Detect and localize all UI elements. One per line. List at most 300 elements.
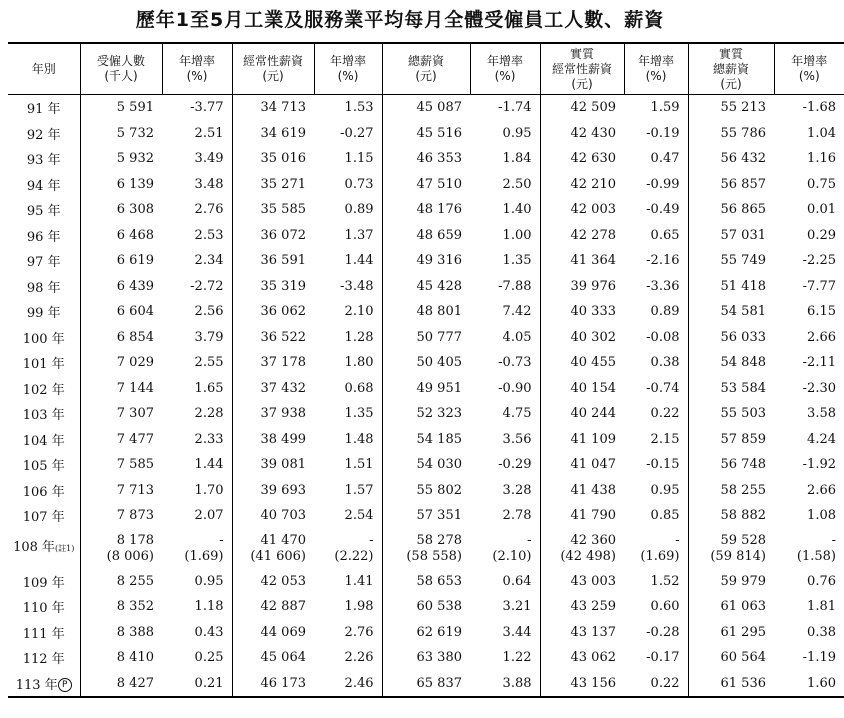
table-cell: 49 316 bbox=[382, 248, 470, 274]
year-cell bbox=[8, 620, 80, 646]
table-cell: 0.75 bbox=[807, 176, 836, 192]
table-cell: 6 604 bbox=[80, 299, 162, 325]
table-cell: 55 749 bbox=[688, 248, 774, 274]
table-cell: 7 873 bbox=[80, 503, 162, 529]
table-cell: 3.79 bbox=[194, 329, 224, 345]
table-cell: -0.74 bbox=[646, 380, 680, 396]
cell-value: 42 360 bbox=[570, 532, 616, 548]
year-cell bbox=[8, 146, 80, 172]
table-cell: 0.89 bbox=[650, 304, 680, 320]
table-row bbox=[8, 376, 844, 402]
table-cell: 3.88 bbox=[470, 671, 540, 698]
table-cell: 50 777 bbox=[382, 325, 470, 351]
table-cell: 8 255 bbox=[80, 569, 162, 595]
table-cell: 3.21 bbox=[502, 599, 532, 615]
table-cell: 54 848 bbox=[688, 350, 774, 376]
table-cell bbox=[470, 529, 540, 569]
year-cell bbox=[8, 95, 80, 121]
table-cell: -7.77 bbox=[802, 278, 836, 294]
table-cell: 7.42 bbox=[502, 304, 532, 320]
table-cell: 46 173 bbox=[232, 671, 314, 698]
preliminary-mark: P bbox=[58, 678, 72, 692]
table-cell: 1.15 bbox=[344, 151, 374, 167]
table-cell: 1.52 bbox=[650, 573, 680, 589]
table-row bbox=[8, 529, 844, 569]
footnote-mark: (註1) bbox=[55, 544, 75, 553]
table-cell: 6 854 bbox=[80, 325, 162, 351]
year-cell bbox=[8, 325, 80, 351]
table-cell: 57 859 bbox=[688, 427, 774, 453]
table-cell: -1.68 bbox=[802, 100, 836, 116]
table-cell: -3.77 bbox=[190, 100, 224, 116]
table-cell: 39 976 bbox=[540, 274, 624, 300]
table-cell: 0.95 bbox=[650, 482, 680, 498]
cell-value: - bbox=[369, 532, 374, 548]
header-regular-wage-growth: 年增率 (%) bbox=[314, 43, 382, 95]
header-real-total-wage: 實質 總薪資 (元) bbox=[688, 43, 774, 95]
table-cell: 48 659 bbox=[382, 223, 470, 249]
table-cell: 3.48 bbox=[194, 176, 224, 192]
table-cell: 4.75 bbox=[502, 406, 532, 422]
table-cell: 55 503 bbox=[688, 401, 774, 427]
table-cell: 1.22 bbox=[502, 650, 532, 666]
table-cell: -3.36 bbox=[646, 278, 680, 294]
table-cell: -0.49 bbox=[646, 202, 680, 218]
table-cell: 45 087 bbox=[382, 95, 470, 121]
table-cell: -2.16 bbox=[646, 253, 680, 269]
table-cell: 48 176 bbox=[382, 197, 470, 223]
table-cell: 1.44 bbox=[194, 457, 224, 473]
year-cell bbox=[8, 529, 80, 569]
table-cell: 56 865 bbox=[688, 197, 774, 223]
table-cell: 3.44 bbox=[502, 624, 532, 640]
cell-value: 58 278 bbox=[416, 532, 462, 548]
table-row bbox=[8, 223, 844, 249]
table-cell: 42 053 bbox=[232, 569, 314, 595]
table-cell: -0.29 bbox=[498, 457, 532, 473]
table-cell: 6 139 bbox=[80, 172, 162, 198]
table-cell: 1.57 bbox=[344, 482, 374, 498]
table-cell: -0.15 bbox=[646, 457, 680, 473]
year-label: 93 年 bbox=[26, 153, 61, 169]
table-cell: 0.22 bbox=[624, 671, 688, 698]
table-cell: 2.76 bbox=[344, 624, 374, 640]
table-cell: 40 703 bbox=[232, 503, 314, 529]
cell-value: 41 470 bbox=[260, 532, 306, 548]
table-cell: 7 477 bbox=[80, 427, 162, 453]
table-cell: 37 938 bbox=[232, 401, 314, 427]
year-cell bbox=[8, 223, 80, 249]
table-cell: 0.95 bbox=[194, 573, 224, 589]
table-cell: 1.08 bbox=[807, 508, 836, 524]
cell-adjusted-value: (1.69) bbox=[184, 548, 224, 564]
table-cell: 2.28 bbox=[194, 406, 224, 422]
table-cell: 51 418 bbox=[688, 274, 774, 300]
table-cell: 34 619 bbox=[232, 121, 314, 147]
table-cell: 37 178 bbox=[232, 350, 314, 376]
table-cell: 0.25 bbox=[194, 650, 224, 666]
table-cell: 6 468 bbox=[80, 223, 162, 249]
table-row bbox=[8, 146, 844, 172]
table-cell: 60 564 bbox=[688, 645, 774, 671]
table-cell: 59 979 bbox=[688, 569, 774, 595]
table-cell: 35 319 bbox=[232, 274, 314, 300]
table-row bbox=[8, 645, 844, 671]
table-row bbox=[8, 569, 844, 595]
year-label: 112 年 bbox=[22, 652, 65, 668]
table-cell: 42 210 bbox=[540, 172, 624, 198]
table-cell: 41 438 bbox=[540, 478, 624, 504]
table-cell: 36 072 bbox=[232, 223, 314, 249]
table-cell: -1.19 bbox=[802, 650, 836, 666]
table-cell: -0.08 bbox=[646, 329, 680, 345]
table-cell bbox=[774, 529, 844, 569]
cell-adjusted-value: (42 498) bbox=[560, 548, 616, 564]
table-cell: 35 585 bbox=[232, 197, 314, 223]
year-cell bbox=[8, 569, 80, 595]
table-cell: 8 410 bbox=[80, 645, 162, 671]
table-cell: 8 427 bbox=[80, 671, 162, 698]
table-header-row bbox=[8, 43, 844, 95]
table-row bbox=[8, 95, 844, 121]
year-label: 105 年 bbox=[22, 459, 65, 475]
table-cell: 0.95 bbox=[502, 125, 532, 141]
table-row bbox=[8, 594, 844, 620]
table-cell: 35 271 bbox=[232, 172, 314, 198]
table-cell: 0.01 bbox=[807, 202, 836, 218]
table-cell: 2.54 bbox=[344, 508, 374, 524]
table-cell: 42 430 bbox=[540, 121, 624, 147]
table-cell: 47 510 bbox=[382, 172, 470, 198]
year-label: 109 年 bbox=[22, 575, 65, 591]
table-cell: 1.60 bbox=[774, 671, 844, 698]
table-cell: 49 951 bbox=[382, 376, 470, 402]
year-cell bbox=[8, 401, 80, 427]
table-cell: 48 801 bbox=[382, 299, 470, 325]
year-cell bbox=[8, 197, 80, 223]
table-cell: 61 295 bbox=[688, 620, 774, 646]
table-cell: 41 109 bbox=[540, 427, 624, 453]
year-label: 91 年 bbox=[26, 102, 61, 118]
table-cell: 55 213 bbox=[688, 95, 774, 121]
table-cell: 2.15 bbox=[650, 431, 680, 447]
table-cell: 7 029 bbox=[80, 350, 162, 376]
table-cell: 0.89 bbox=[344, 202, 374, 218]
table-cell: 0.76 bbox=[807, 573, 836, 589]
table-cell: 36 591 bbox=[232, 248, 314, 274]
table-cell: 5 932 bbox=[80, 146, 162, 172]
table-cell: 40 333 bbox=[540, 299, 624, 325]
table-cell: 0.21 bbox=[162, 671, 232, 698]
table-cell: 8 352 bbox=[80, 594, 162, 620]
table-cell: 40 455 bbox=[540, 350, 624, 376]
table-cell: 41 364 bbox=[540, 248, 624, 274]
table-cell: -0.90 bbox=[498, 380, 532, 396]
table-cell: 43 003 bbox=[540, 569, 624, 595]
table-cell: 2.56 bbox=[194, 304, 224, 320]
table-row bbox=[8, 401, 844, 427]
year-label: 100 年 bbox=[22, 331, 65, 347]
table-cell: 40 302 bbox=[540, 325, 624, 351]
year-cell bbox=[8, 503, 80, 529]
table-cell: 1.44 bbox=[344, 253, 374, 269]
table-cell: 3.28 bbox=[502, 482, 532, 498]
table-cell: 3.56 bbox=[502, 431, 532, 447]
year-cell bbox=[8, 427, 80, 453]
table-cell: 2.55 bbox=[194, 355, 224, 371]
table-cell: 2.46 bbox=[314, 671, 382, 698]
table-cell: 54 030 bbox=[382, 452, 470, 478]
table-cell: 42 887 bbox=[232, 594, 314, 620]
year-label: 101 年 bbox=[22, 357, 65, 373]
table-cell: 7 307 bbox=[80, 401, 162, 427]
table-cell: 54 185 bbox=[382, 427, 470, 453]
table-cell: 35 016 bbox=[232, 146, 314, 172]
table-cell: 1.37 bbox=[344, 227, 374, 243]
table-cell: 57 351 bbox=[382, 503, 470, 529]
table-cell: 3.58 bbox=[807, 406, 836, 422]
table-cell bbox=[688, 529, 774, 569]
table-cell: 5 591 bbox=[80, 95, 162, 121]
table-cell: 56 748 bbox=[688, 452, 774, 478]
table-cell: 3.49 bbox=[194, 151, 224, 167]
table-cell: 56 432 bbox=[688, 146, 774, 172]
table-cell: 42 003 bbox=[540, 197, 624, 223]
table-row bbox=[8, 503, 844, 529]
year-label: 96 年 bbox=[26, 229, 61, 245]
year-label: 95 年 bbox=[26, 204, 61, 220]
table-cell: -1.92 bbox=[802, 457, 836, 473]
table-cell: 43 259 bbox=[540, 594, 624, 620]
table-cell: 55 802 bbox=[382, 478, 470, 504]
table-cell: 46 353 bbox=[382, 146, 470, 172]
header-real-regular-wage-growth: 年增率 (%) bbox=[624, 43, 688, 95]
table-cell: 6 619 bbox=[80, 248, 162, 274]
table-cell: 1.40 bbox=[502, 202, 532, 218]
table-cell: -2.30 bbox=[802, 380, 836, 396]
year-cell bbox=[8, 274, 80, 300]
table-cell: 0.65 bbox=[650, 227, 680, 243]
table-cell: -0.17 bbox=[646, 650, 680, 666]
table-cell: 53 584 bbox=[688, 376, 774, 402]
table-cell: 2.07 bbox=[194, 508, 224, 524]
table-cell: 50 405 bbox=[382, 350, 470, 376]
year-label: 102 年 bbox=[22, 382, 65, 398]
table-cell bbox=[540, 529, 624, 569]
table-cell: 41 790 bbox=[540, 503, 624, 529]
cell-adjusted-value: (8 006) bbox=[106, 548, 154, 564]
table-cell: 62 619 bbox=[382, 620, 470, 646]
table-row bbox=[8, 299, 844, 325]
year-label: 107 年 bbox=[22, 510, 65, 526]
table-cell: 0.60 bbox=[650, 599, 680, 615]
table-cell bbox=[314, 529, 382, 569]
table-cell: 4.05 bbox=[502, 329, 532, 345]
table-cell: 56 033 bbox=[688, 325, 774, 351]
year-label: 98 年 bbox=[26, 280, 61, 296]
cell-value: - bbox=[219, 532, 224, 548]
table-row bbox=[8, 121, 844, 147]
cell-value: - bbox=[675, 532, 680, 548]
year-cell bbox=[8, 452, 80, 478]
table-cell: 7 144 bbox=[80, 376, 162, 402]
header-total-wage-growth: 年增率 (%) bbox=[470, 43, 540, 95]
table-cell: 1.28 bbox=[344, 329, 374, 345]
table-row bbox=[8, 620, 844, 646]
table-cell: 0.73 bbox=[344, 176, 374, 192]
table-cell: 1.80 bbox=[344, 355, 374, 371]
table-cell: 2.51 bbox=[194, 125, 224, 141]
table-cell: 40 244 bbox=[540, 401, 624, 427]
header-regular-wage: 經常性薪資 (元) bbox=[232, 43, 314, 95]
cell-adjusted-value: (2.10) bbox=[492, 548, 532, 564]
table-cell: 43 156 bbox=[540, 671, 624, 698]
table-cell: -0.19 bbox=[646, 125, 680, 141]
year-label: 104 年 bbox=[22, 433, 65, 449]
table-row bbox=[8, 197, 844, 223]
year-label: 108 年 bbox=[13, 540, 56, 555]
table-cell: 2.76 bbox=[194, 202, 224, 218]
table-cell: 6 439 bbox=[80, 274, 162, 300]
wage-table bbox=[8, 42, 844, 698]
table-cell: 1.35 bbox=[502, 253, 532, 269]
year-cell bbox=[8, 350, 80, 376]
table-cell: 0.68 bbox=[344, 380, 374, 396]
table-cell: 41 047 bbox=[540, 452, 624, 478]
table-cell: 0.64 bbox=[502, 573, 532, 589]
header-real-total-wage-growth: 年增率 (%) bbox=[774, 43, 844, 95]
table-cell: 60 538 bbox=[382, 594, 470, 620]
table-cell bbox=[624, 529, 688, 569]
table-cell: -2.25 bbox=[802, 253, 836, 269]
table-cell: -0.28 bbox=[646, 624, 680, 640]
table-cell: 1.16 bbox=[807, 151, 836, 167]
table-cell: 58 653 bbox=[382, 569, 470, 595]
table-cell: 2.26 bbox=[344, 650, 374, 666]
table-cell: 54 581 bbox=[688, 299, 774, 325]
table-cell: 0.38 bbox=[807, 624, 836, 640]
table-cell: 65 837 bbox=[382, 671, 470, 698]
table-cell: 55 786 bbox=[688, 121, 774, 147]
table-cell: 2.53 bbox=[194, 227, 224, 243]
table-cell: 5 732 bbox=[80, 121, 162, 147]
header-employees-growth: 年增率 (%) bbox=[162, 43, 232, 95]
table-row bbox=[8, 350, 844, 376]
table-cell: 57 031 bbox=[688, 223, 774, 249]
table-cell: 58 255 bbox=[688, 478, 774, 504]
table-cell: 56 857 bbox=[688, 172, 774, 198]
table-row bbox=[8, 274, 844, 300]
table-cell: 1.65 bbox=[194, 380, 224, 396]
table-cell: 63 380 bbox=[382, 645, 470, 671]
cell-value: - bbox=[527, 532, 532, 548]
table-cell: 0.38 bbox=[650, 355, 680, 371]
year-cell bbox=[8, 671, 80, 698]
header-year: 年別 bbox=[8, 43, 80, 95]
table-cell: 58 882 bbox=[688, 503, 774, 529]
year-label: 103 年 bbox=[22, 408, 65, 424]
table-row bbox=[8, 671, 844, 698]
table-cell: 1.00 bbox=[502, 227, 532, 243]
table-cell: 39 693 bbox=[232, 478, 314, 504]
cell-adjusted-value: (2.22) bbox=[334, 548, 374, 564]
table-cell: 2.50 bbox=[502, 176, 532, 192]
table-cell: 42 278 bbox=[540, 223, 624, 249]
cell-value: 8 178 bbox=[116, 532, 154, 548]
table-cell: 1.18 bbox=[194, 599, 224, 615]
table-row bbox=[8, 427, 844, 453]
year-label: 110 年 bbox=[22, 601, 65, 617]
table-cell: 45 516 bbox=[382, 121, 470, 147]
table-cell: 61 536 bbox=[688, 671, 774, 698]
table-cell: 42 509 bbox=[540, 95, 624, 121]
table-cell: 61 063 bbox=[688, 594, 774, 620]
header-employees: 受僱人數 (千人) bbox=[80, 43, 162, 95]
cell-adjusted-value: (58 558) bbox=[406, 548, 462, 564]
page-title: 歷年1至5月工業及服務業平均每月全體受僱員工人數、薪資 bbox=[135, 9, 665, 31]
table-row bbox=[8, 452, 844, 478]
year-cell bbox=[8, 172, 80, 198]
table-cell bbox=[382, 529, 470, 569]
table-cell: 1.51 bbox=[344, 457, 374, 473]
table-cell: 36 522 bbox=[232, 325, 314, 351]
table-cell: 7 585 bbox=[80, 452, 162, 478]
year-label: 92 年 bbox=[26, 127, 61, 143]
table-cell: 45 428 bbox=[382, 274, 470, 300]
table-cell: 1.48 bbox=[344, 431, 374, 447]
table-cell: 37 432 bbox=[232, 376, 314, 402]
table-row bbox=[8, 478, 844, 504]
table-cell: 2.33 bbox=[194, 431, 224, 447]
cell-value: - bbox=[831, 532, 836, 548]
table-cell: 1.98 bbox=[344, 599, 374, 615]
table-cell: 6.15 bbox=[807, 304, 836, 320]
table-row bbox=[8, 325, 844, 351]
table-cell: 4.24 bbox=[807, 431, 836, 447]
year-cell bbox=[8, 645, 80, 671]
table-cell: 0.43 bbox=[194, 624, 224, 640]
table-cell bbox=[232, 529, 314, 569]
table-cell: 7 713 bbox=[80, 478, 162, 504]
year-label: 99 年 bbox=[26, 306, 61, 322]
table-cell: 1.81 bbox=[807, 599, 836, 615]
table-cell: -7.88 bbox=[498, 278, 532, 294]
table-cell: 44 069 bbox=[232, 620, 314, 646]
table-cell: 40 154 bbox=[540, 376, 624, 402]
table-cell: 8 388 bbox=[80, 620, 162, 646]
table-cell: 34 713 bbox=[232, 95, 314, 121]
table-cell: 0.22 bbox=[650, 406, 680, 422]
table-row bbox=[8, 172, 844, 198]
table-cell: 43 062 bbox=[540, 645, 624, 671]
cell-value: 59 528 bbox=[720, 532, 766, 548]
table-cell: 6 308 bbox=[80, 197, 162, 223]
table-cell: 0.47 bbox=[650, 151, 680, 167]
table-cell: 2.10 bbox=[344, 304, 374, 320]
year-label: 97 年 bbox=[26, 255, 61, 271]
table-cell: 52 323 bbox=[382, 401, 470, 427]
table-cell: -1.74 bbox=[498, 100, 532, 116]
table-cell: 38 499 bbox=[232, 427, 314, 453]
year-cell bbox=[8, 594, 80, 620]
table-cell bbox=[80, 529, 162, 569]
table-cell: 39 081 bbox=[232, 452, 314, 478]
table-cell: 2.78 bbox=[502, 508, 532, 524]
year-label: 111 年 bbox=[22, 626, 65, 642]
header-total-wage: 總薪資 (元) bbox=[382, 43, 470, 95]
table-cell: -2.11 bbox=[802, 355, 836, 371]
cell-adjusted-value: (41 606) bbox=[250, 548, 306, 564]
